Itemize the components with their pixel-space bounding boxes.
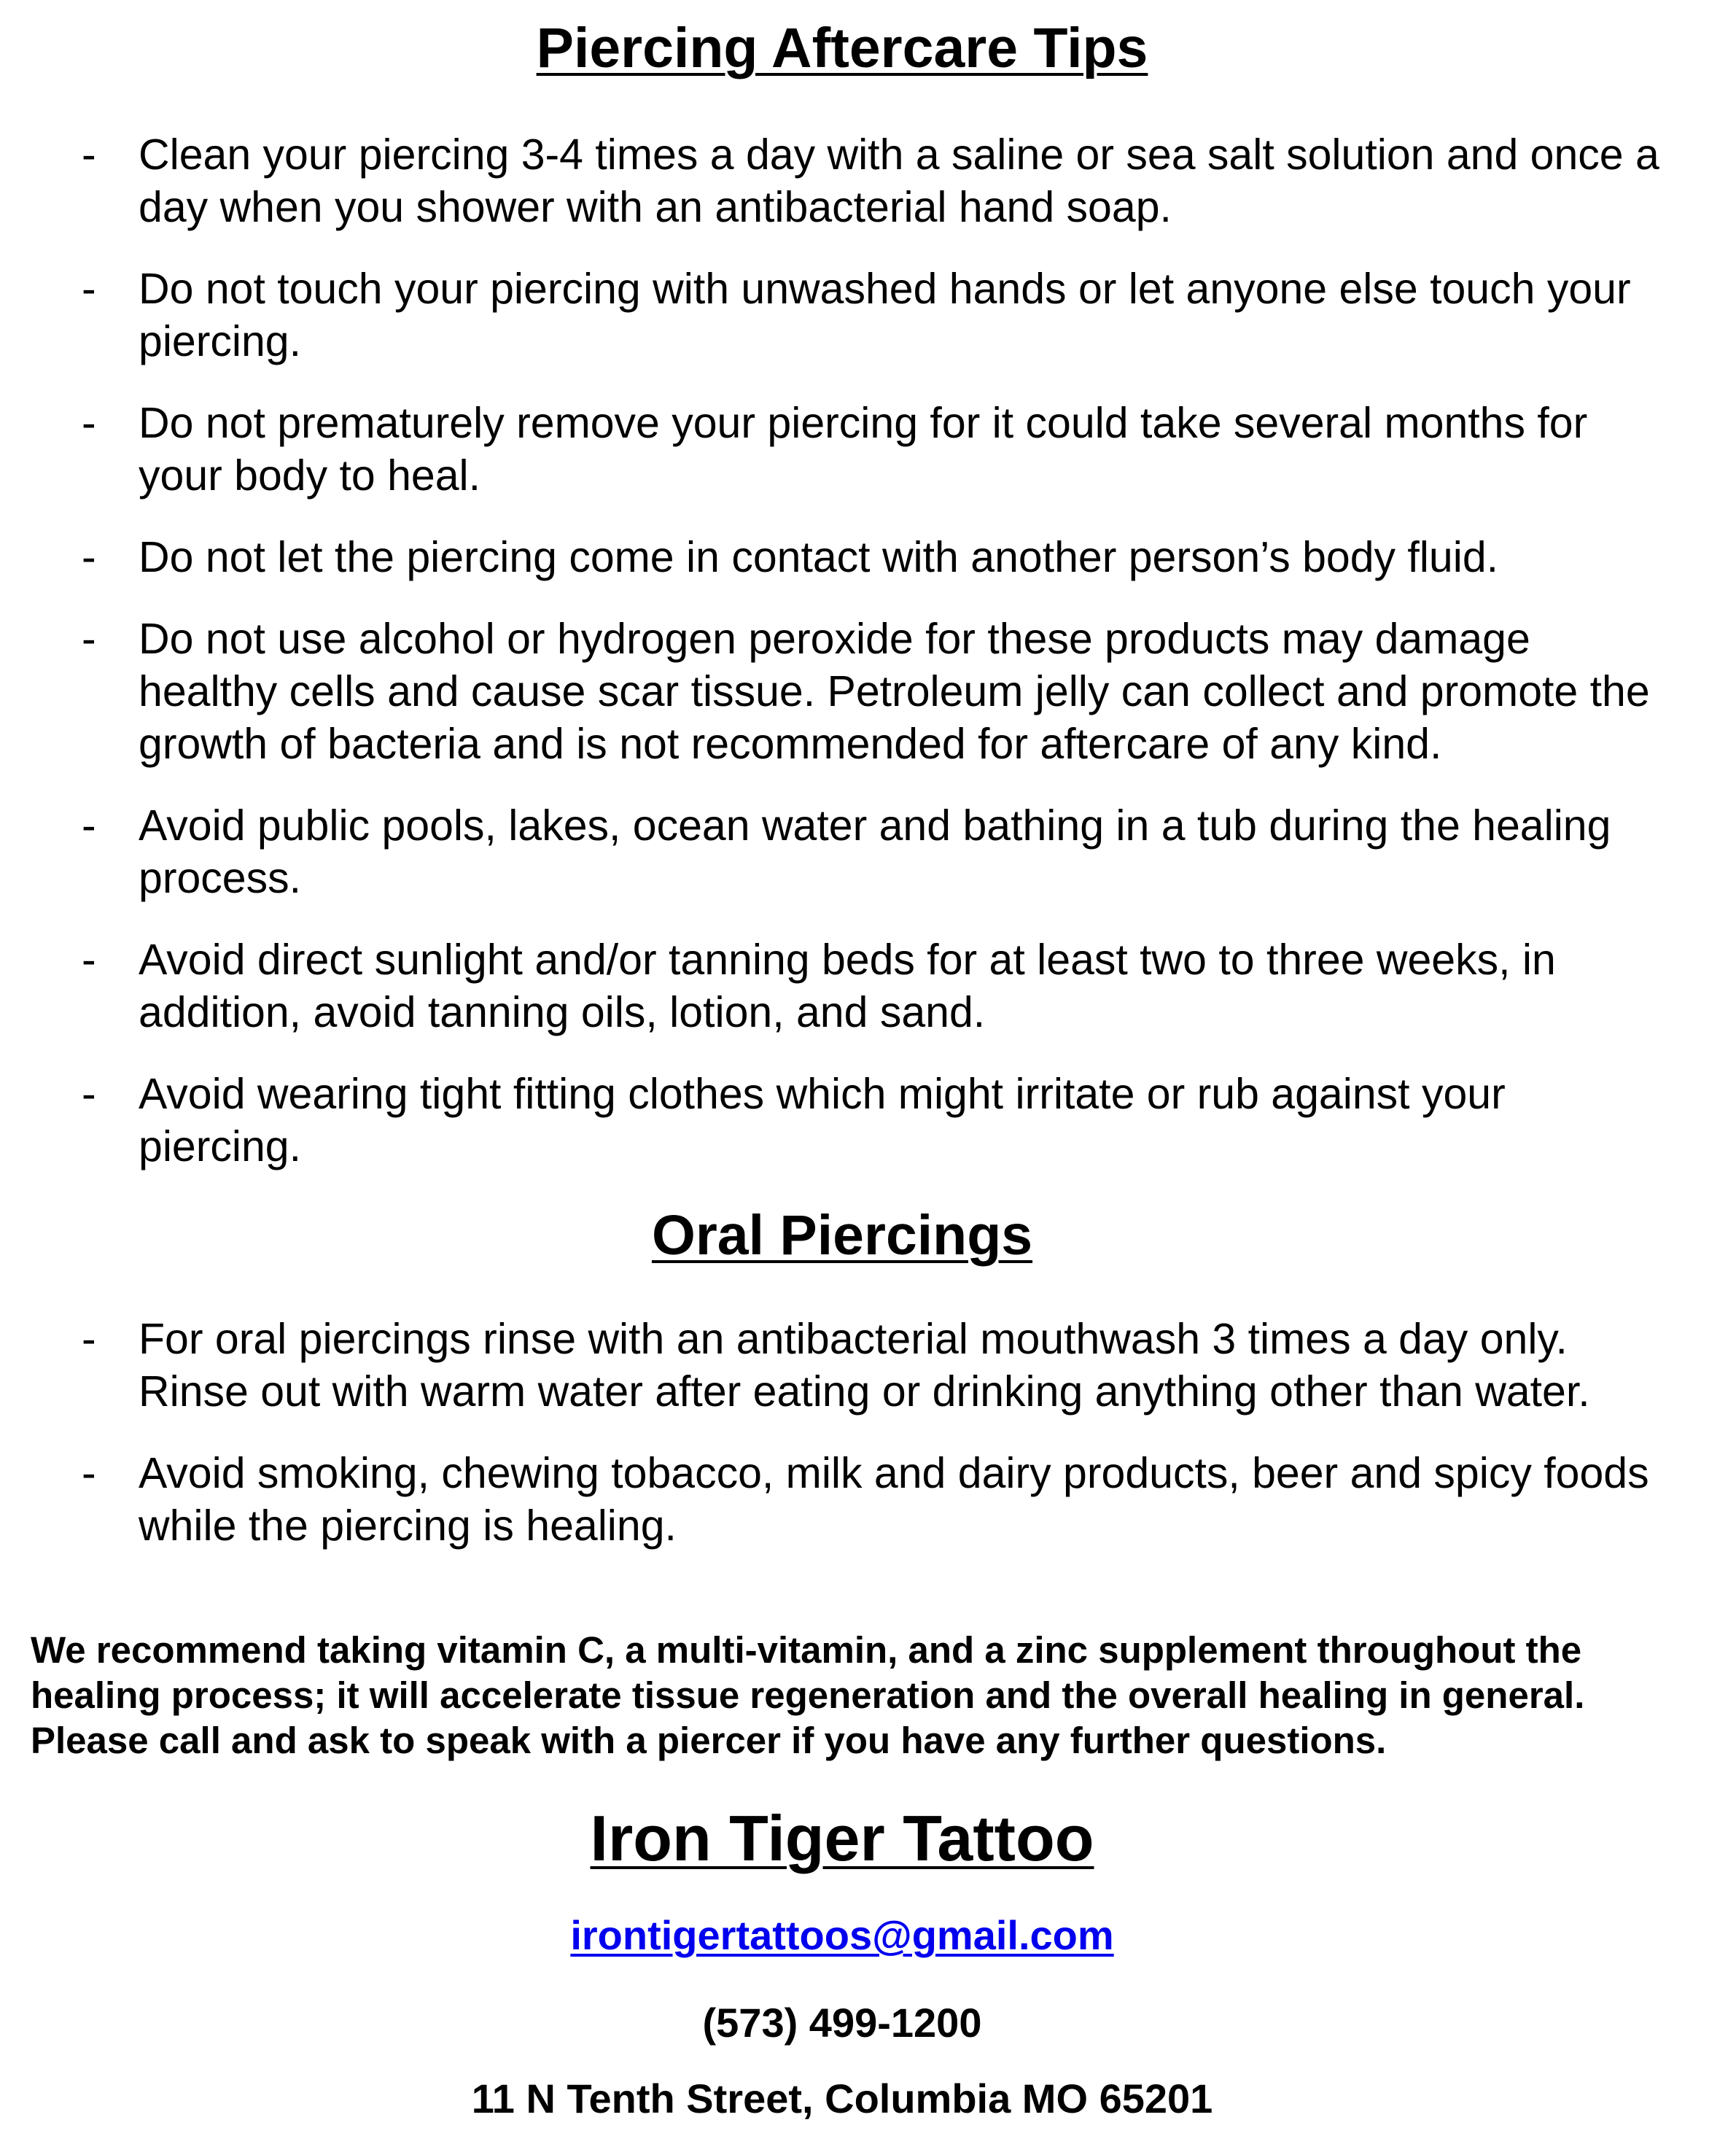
oral-piercings-heading: Oral Piercings [651,1204,1033,1267]
tip-text: Clean your piercing 3-4 times a day with a saline or sea salt solution and once a day when you shower with an antibacterial hand soap. [139,131,1659,231]
bullet-dash: - [82,936,96,984]
bullet-dash: - [82,1449,96,1497]
tip-text: Avoid direct sunlight and/or tanning beds for at least two to three weeks, in addition, avoid tanning oils, lotion, and sand. [139,936,1556,1036]
bullet-dash: - [82,1315,96,1363]
list-item [0,1068,1670,1173]
tip-text: Avoid wearing tight fitting clothes which might irritate or rub against your piercing. [139,1070,1506,1170]
shop-name: Iron Tiger Tattoo [590,1802,1094,1874]
tip-text: Avoid public pools, lakes, ocean water and bathing in a tub during the healing process. [139,801,1611,902]
list-item [0,397,1670,502]
aftercare-tips-list [0,128,1670,1202]
oral-tips-list [0,1313,1670,1581]
bullet-dash: - [82,265,96,313]
bullet-dash: - [82,131,96,179]
tip-text: Do not use alcohol or hydrogen peroxide for these products may damage healthy cells and cause scar tissue. Petroleum jelly can collect and promote the growth of bacteria and is not recommended for aftercare of any kind. [139,615,1650,768]
bullet-dash: - [82,615,96,663]
page-title: Piercing Aftercare Tips [536,17,1148,79]
list-item [0,128,1670,233]
bullet-dash: - [82,801,96,850]
list-item [0,613,1670,770]
tip-text: Do not prematurely remove your piercing for it could take several months for your body to heal. [139,399,1588,500]
list-item [0,531,1670,583]
tip-text: Do not let the piercing come in contact with another person’s body fluid. [139,533,1499,581]
phone-number: (573) 499-1200 [702,2000,982,2046]
bullet-dash: - [82,533,96,581]
tip-text: Avoid smoking, chewing tobacco, milk and dairy products, beer and spicy foods while the piercing is healing. [139,1449,1649,1550]
list-item [0,263,1670,368]
tip-text: For oral piercings rinse with an antibacterial mouthwash 3 times a day only. Rinse out with warm water after eating or drinking anything other than water. [139,1315,1590,1416]
list-item [0,799,1670,904]
list-item [0,933,1670,1038]
bullet-dash: - [82,1070,96,1118]
list-item [0,1313,1670,1418]
street-address: 11 N Tenth Street, Columbia MO 65201 [471,2076,1213,2121]
supplement-note: We recommend taking vitamin C, a multi-vitamin, and a zinc supplement throughout the healing process; it will accelerate tissue regeneration and the overall healing in general. Please call and ask to speak with a piercer if you have any further questions. [31,1629,1585,1761]
email-link[interactable]: irontigertattoos@gmail.com [570,1912,1114,1958]
bullet-dash: - [82,399,96,447]
tip-text: Do not touch your piercing with unwashed hands or let anyone else touch your piercing. [139,265,1631,365]
list-item [0,1447,1670,1552]
